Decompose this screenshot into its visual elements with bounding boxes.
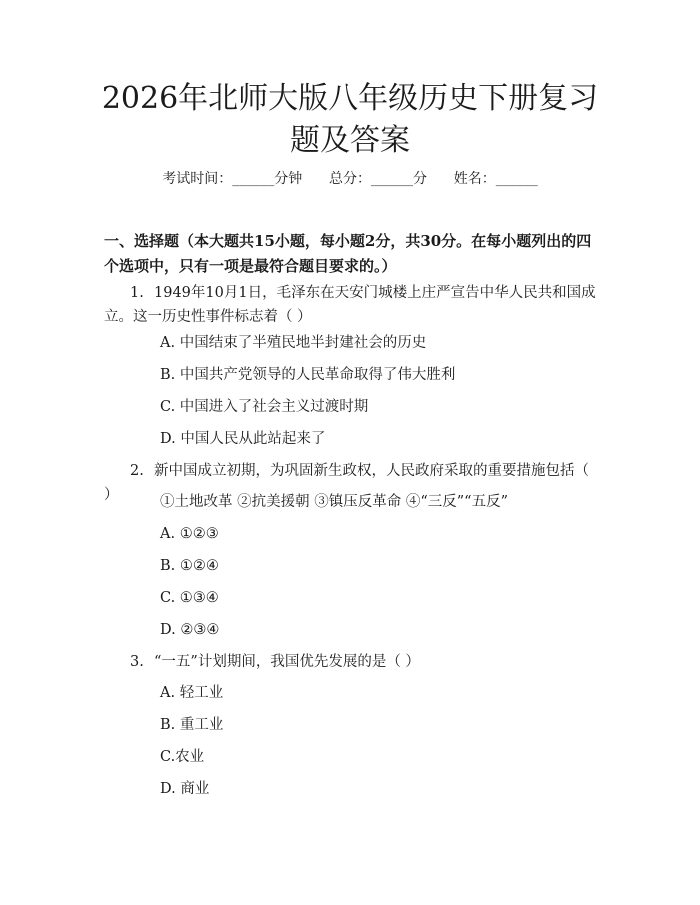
- option-a: A. 中国结束了半殖民地半封建社会的历史: [160, 335, 427, 351]
- question-number: 2.: [130, 463, 144, 479]
- question-stem: 新中国成立初期，为巩固新生政权，人民政府采取的重要措施包括（ ）: [104, 463, 589, 503]
- question-number: 1.: [130, 285, 144, 301]
- option-d: D. 商业: [160, 781, 210, 797]
- document-title: 2026年北师大版八年级历史下册复习题及答案: [101, 81, 599, 158]
- option-c: C.农业: [160, 749, 205, 765]
- option-d: D. ②③④: [160, 622, 220, 638]
- option-c: C. ①③④: [160, 590, 219, 606]
- option-b: B. 重工业: [160, 717, 224, 733]
- option-b: B. ①②④: [160, 558, 219, 574]
- question-stem: 1949年10月1日，毛泽东在天安门城楼上庄严宣告中华人民共和国成立。这一历史性事件标志着（ ）: [104, 285, 596, 325]
- question-3: [104, 650, 600, 674]
- exam-info-line: 考试时间：______分钟 总分：______分 姓名：______: [162, 171, 538, 187]
- option-a: A. ①②③: [160, 526, 219, 542]
- question-number: 3.: [130, 654, 144, 670]
- option-b: B. 中国共产党领导的人民革命取得了伟大胜利: [160, 367, 456, 383]
- question-items: ①土地改革 ②抗美援朝 ③镇压反革命 ④“三反”“五反”: [160, 494, 508, 510]
- question-1: [104, 281, 600, 329]
- question-stem: “一五”计划期间，我国优先发展的是（ ）: [154, 654, 420, 670]
- option-a: A. 轻工业: [160, 685, 224, 701]
- option-d: D. 中国人民从此站起来了: [160, 431, 326, 447]
- option-c: C. 中国进入了社会主义过渡时期: [160, 399, 369, 415]
- section-heading: 一、选择题（本大题共15小题，每小题2分，共30分。在每小题列出的四个选项中，只有一项是最符合题目要求的。）: [104, 232, 592, 275]
